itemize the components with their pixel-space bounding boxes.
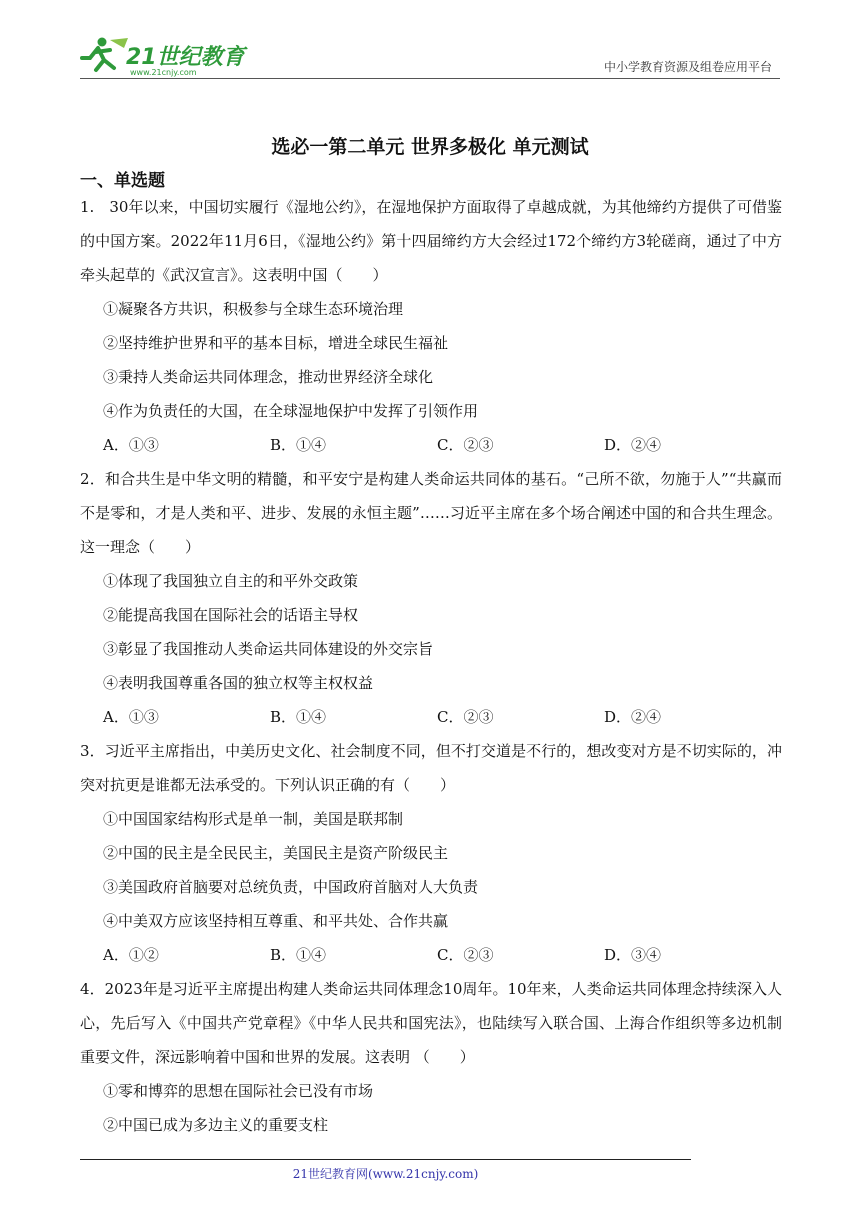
choice-b[interactable]: B．①④ (270, 946, 327, 964)
choice-a[interactable]: A．①③ (103, 708, 159, 726)
logo-url: www.21cnjy.com (130, 68, 197, 77)
statement: ①中国国家结构形式是单一制，美国是联邦制 (103, 810, 404, 828)
question-list (80, 190, 782, 1142)
choice-c[interactable]: C．②③ (437, 436, 494, 454)
footer-divider (80, 1159, 691, 1160)
page-header (80, 34, 780, 80)
question-stem: 1. 30年以来，中国切实履行《湿地公约》，在湿地保护方面取得了卓越成就，为其他缔约方提供了可借鉴的中国方案。2022年11月6日，《湿地公约》第十四届缔约方大会经过172个缔约方3轮磋商，通过了中方牵头起草的《武汉宣言》。这表明中国（ ） (80, 198, 782, 284)
statement: ②坚持维护世界和平的基本目标，增进全球民生福祉 (103, 334, 449, 352)
question-stem: 3．习近平主席指出，中美历史文化、社会制度不同，但不打交道是不行的，想改变对方是不切实际的，冲突对抗更是谁都无法承受的。下列认识正确的有（ ） (80, 742, 782, 794)
choice-d[interactable]: D．③④ (604, 946, 662, 964)
statement: ③秉持人类命运共同体理念，推动世界经济全球化 (103, 368, 434, 386)
statement: ④表明我国尊重各国的独立权等主权权益 (103, 674, 374, 692)
answer-choices (80, 938, 782, 972)
runner-icon (82, 38, 114, 71)
choice-d[interactable]: D．②④ (604, 436, 662, 454)
statement: ③美国政府首脑要对总统负责，中国政府首脑对人大负责 (103, 878, 479, 896)
choice-a[interactable]: A．①② (103, 946, 159, 964)
footer-text: 21世纪教育网(www.21cnjy.com) (292, 1167, 479, 1181)
statement: ①体现了我国独立自主的和平外交政策 (103, 572, 359, 590)
choice-c[interactable]: C．②③ (437, 946, 494, 964)
question-stem: 4．2023年是习近平主席提出构建人类命运共同体理念10周年。10年来，人类命运共同体理念持续深入人心，先后写入《中国共产党章程》《中华人民共和国宪法》，也陆续写入联合国、上海合作组织等多边机制重要文件，深远影响着中国和世界的发展。这表明 （ ） (80, 980, 782, 1066)
choice-c[interactable]: C．②③ (437, 708, 494, 726)
logo-text: 21世纪教育 (126, 45, 245, 70)
choice-a[interactable]: A．①③ (103, 436, 159, 454)
platform-label: 中小学教育资源及组卷应用平台 (603, 60, 772, 74)
statement: ③彰显了我国推动人类命运共同体建设的外交宗旨 (103, 640, 434, 658)
section-heading: 一、单选题 (80, 171, 165, 191)
statement: ①凝聚各方共识，积极参与全球生态环境治理 (103, 300, 404, 318)
question-stem: 2．和合共生是中华文明的精髓，和平安宁是构建人类命运共同体的基石。“己所不欲，勿施于人”“共赢而不是零和，才是人类和平、进步、发展的永恒主题”……习近平主席在多个场合阐述中国的和合共生理念。这一理念（ ） (80, 470, 782, 556)
statement: ②能提高我国在国际社会的话语主导权 (103, 606, 359, 624)
choice-d[interactable]: D．②④ (604, 708, 662, 726)
answer-choices (80, 428, 782, 462)
choice-b[interactable]: B．①④ (270, 436, 327, 454)
answer-choices (80, 700, 782, 734)
page-title: 选必一第二单元 世界多极化 单元测试 (271, 136, 589, 158)
logo (80, 34, 250, 78)
statement: ④中美双方应该坚持相互尊重、和平共处、合作共赢 (103, 912, 449, 930)
statement: ②中国的民主是全民民主，美国民主是资产阶级民主 (103, 844, 449, 862)
statement: ①零和博弈的思想在国际社会已没有市场 (103, 1082, 374, 1100)
header-divider (80, 78, 780, 79)
choice-b[interactable]: B．①④ (270, 708, 327, 726)
statement: ②中国已成为多边主义的重要支柱 (103, 1116, 329, 1134)
statement: ④作为负责任的大国，在全球湿地保护中发挥了引领作用 (103, 402, 479, 420)
